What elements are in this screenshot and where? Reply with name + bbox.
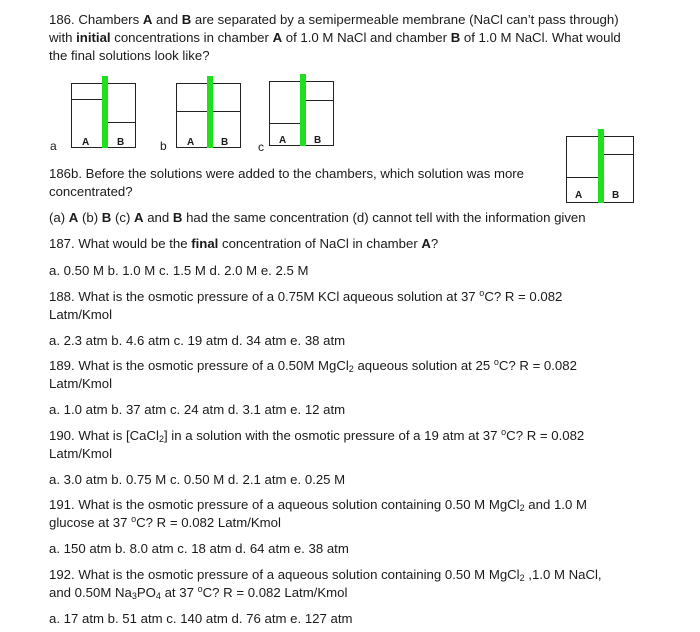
question-190-answers: a. 3.0 atm b. 0.75 M c. 0.50 M d. 2.1 atm e. 0.25 M bbox=[49, 472, 346, 487]
question-188-line2: Latm/Kmol bbox=[49, 307, 113, 322]
membrane bbox=[300, 74, 306, 146]
question-192-line2: and 0.50M $Na_3PO_4$ at 37 $^o$C? R = 0.082 Latm/Kmol bbox=[49, 584, 348, 601]
question-192-line1: 192. What is the osmotic pressure of a aqueous solution containing 0.50 M MgCl$_2$ ,1.0 M NaCl, bbox=[49, 567, 602, 583]
chamber-b-level bbox=[108, 122, 135, 123]
question-191-line2: glucose at 37 $^o$C? R = 0.082 Latm/Kmol bbox=[49, 514, 281, 530]
chamber-a-level bbox=[270, 123, 300, 124]
chamber-b-label: B bbox=[612, 190, 620, 201]
chamber-b-label: B bbox=[221, 137, 229, 148]
question-188-answers: a. 2.3 atm b. 4.6 atm c. 19 atm d. 34 atm e. 38 atm bbox=[49, 333, 346, 348]
chamber-a-label: A bbox=[82, 137, 90, 148]
question-191-line1: 191. What is the osmotic pressure of a aqueous solution containing 0.50 M MgCl$_2$ and 1.0 M bbox=[49, 497, 587, 513]
question-192-answers: a. 17 atm b. 51 atm c. 140 atm d. 76 atm e. 127 atm bbox=[49, 611, 353, 626]
chamber-a-label: A bbox=[279, 135, 287, 146]
chamber-a-label: A bbox=[187, 137, 195, 148]
chamber-a-level bbox=[72, 99, 102, 100]
membrane bbox=[102, 76, 108, 148]
question-190-line1: 190. What is [CaCl$_2$] in a solution with the osmotic pressure of a 19 atm at 37 $^o$C? R = 0.082 bbox=[49, 427, 585, 444]
option-letter-b: b bbox=[160, 139, 167, 153]
chamber-a-level bbox=[177, 111, 207, 112]
question-187: 187. What would be the final concentration of NaCl in chamber A? bbox=[49, 236, 439, 251]
question-190-line2: Latm/Kmol bbox=[49, 446, 113, 461]
question-189-answers: a. 1.0 atm b. 37 atm c. 24 atm d. 3.1 atm e. 12 atm bbox=[49, 402, 346, 417]
chamber-b-label: B bbox=[314, 135, 322, 146]
question-189-line1: 189. What is the osmotic pressure of a 0.50M MgCl$_2$ aqueous solution at 25 $^o$C? R = 0.082 bbox=[49, 357, 577, 374]
question-186-line1: 186. Chambers A and B are separated by a semipermeable membrane (NaCl can’t pass through) bbox=[49, 12, 619, 27]
question-186b-line1: 186b. Before the solutions were added to the chambers, which solution was more bbox=[49, 166, 525, 181]
chamber-a-label: A bbox=[575, 190, 583, 201]
membrane bbox=[207, 76, 213, 148]
chamber-b-level bbox=[306, 100, 333, 101]
question-186-line3: the final solutions look like? bbox=[49, 48, 210, 63]
option-letter-a: a bbox=[50, 139, 57, 153]
chamber-b-level bbox=[213, 111, 240, 112]
chamber-a-level bbox=[567, 177, 598, 178]
option-letter-c: c bbox=[258, 140, 264, 154]
question-188-line1: 188. What is the osmotic pressure of a 0.75M KCl aqueous solution at 37 $^o$C? R = 0.082 bbox=[49, 288, 563, 304]
membrane bbox=[598, 129, 604, 203]
chamber-b-label: B bbox=[117, 137, 125, 148]
question-186b-line2: concentrated? bbox=[49, 184, 133, 199]
question-187-answers: a. 0.50 M b. 1.0 M c. 1.5 M d. 2.0 M e. 2.5 M bbox=[49, 263, 309, 278]
question-186-line2: with initial concentrations in chamber A of 1.0 M NaCl and chamber B of 1.0 M NaCl. What would bbox=[49, 30, 621, 45]
question-189-line2: Latm/Kmol bbox=[49, 376, 113, 391]
chamber-b-level bbox=[604, 154, 633, 155]
question-191-answers: a. 150 atm b. 8.0 atm c. 18 atm d. 64 atm e. 38 atm bbox=[49, 541, 349, 556]
question-186b-answers: (a) A (b) B (c) A and B had the same concentration (d) cannot tell with the information given bbox=[49, 210, 586, 225]
